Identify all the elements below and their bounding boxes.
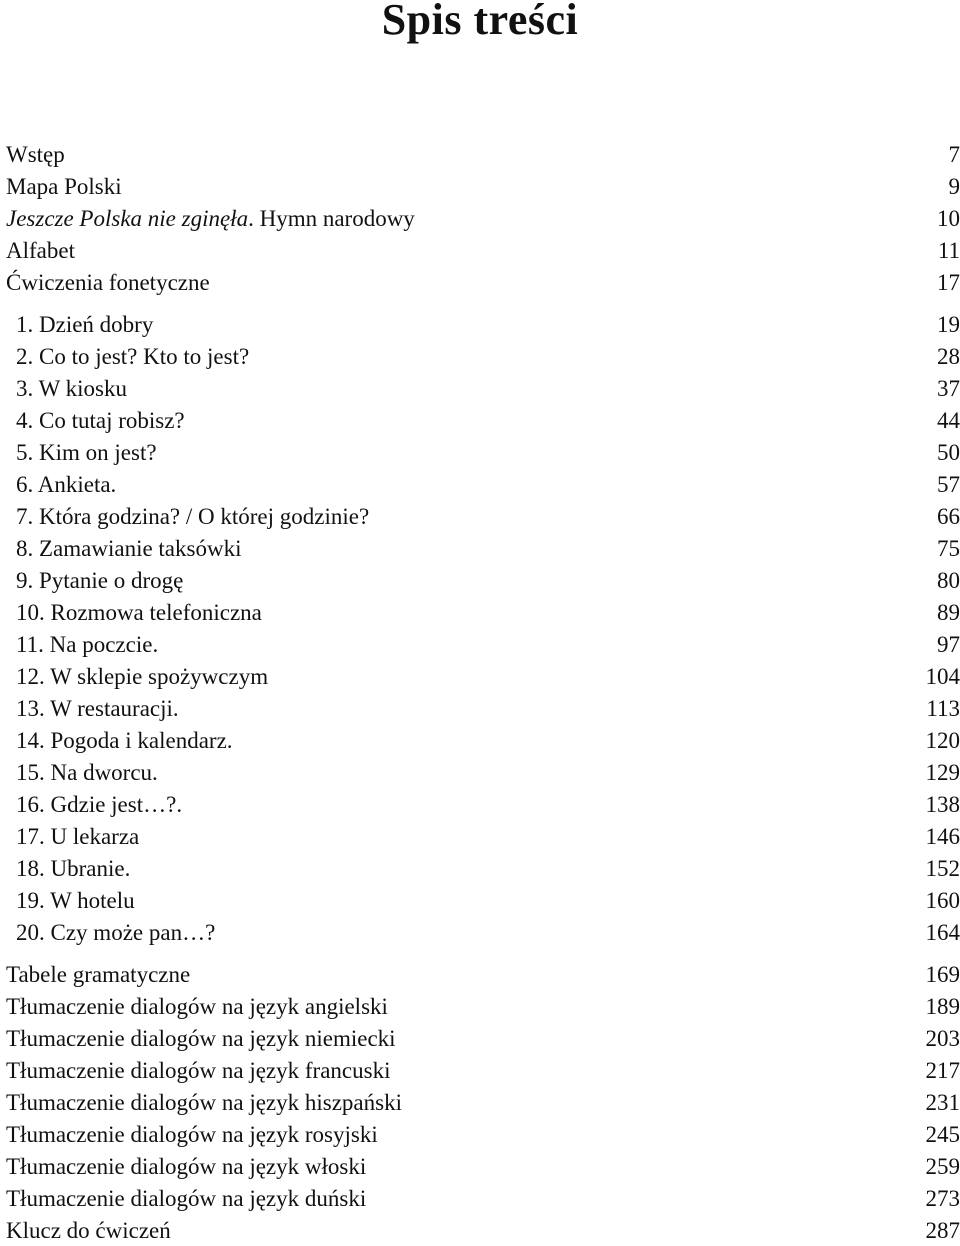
toc-entry-title: 1. Dzień dobry — [16, 310, 157, 340]
toc-lesson-6[interactable] — [16, 470, 960, 500]
toc-entry-title: 18. Ubranie. — [16, 854, 134, 884]
toc-entry-title: Wstęp — [6, 142, 65, 167]
toc-entry-title: Tłumaczenie dialogów na język włoski — [6, 1152, 370, 1182]
toc-entry-page: 37 — [933, 374, 960, 404]
toc-entry-cwiczenia-fonetyczne[interactable] — [6, 268, 960, 298]
toc-entry-page: 138 — [922, 790, 960, 820]
toc-entry-tlumaczenie-angielski[interactable] — [6, 992, 960, 1022]
toc-lesson-19[interactable] — [16, 886, 960, 916]
toc-lesson-14[interactable] — [16, 726, 960, 756]
toc-entry-page: 259 — [922, 1152, 960, 1182]
toc-entry-page: 160 — [922, 886, 960, 916]
toc-entry-title: 14. Pogoda i kalendarz. — [16, 726, 237, 756]
toc-entry-page: 129 — [922, 758, 960, 788]
toc-lesson-1[interactable] — [16, 310, 960, 340]
toc-entry-title: Alfabet — [6, 238, 75, 263]
toc-entry-title: 20. Czy może pan…? — [16, 918, 219, 948]
toc-entry-page: 164 — [922, 918, 960, 948]
toc-lesson-4[interactable] — [16, 406, 960, 436]
toc-entry-page: 245 — [922, 1120, 960, 1150]
toc-lesson-9[interactable] — [16, 566, 960, 596]
toc-entry-tlumaczenie-francuski[interactable] — [6, 1056, 960, 1086]
toc-entry-title: 10. Rozmowa telefoniczna — [16, 598, 266, 628]
toc-entry-page: 203 — [922, 1024, 960, 1054]
toc-lesson-10[interactable] — [16, 598, 960, 628]
toc-entry-title: Tłumaczenie dialogów na język niemiecki — [6, 1024, 400, 1054]
toc-entry-page: 273 — [922, 1184, 960, 1214]
toc-entry-tabele-gramatyczne[interactable] — [6, 960, 960, 990]
toc-lesson-3[interactable] — [16, 374, 960, 404]
toc-entry-tlumaczenie-rosyjski[interactable] — [6, 1120, 960, 1150]
toc-entry-page: 113 — [922, 694, 960, 724]
toc-lesson-18[interactable] — [16, 854, 960, 884]
toc-entry-page: 7 — [945, 140, 960, 170]
toc-entry-tlumaczenie-wloski[interactable] — [6, 1152, 960, 1182]
toc-entry-wstep[interactable] — [6, 140, 960, 170]
toc-entry-page: 19 — [933, 310, 960, 340]
toc-entry-page: 17 — [933, 268, 960, 298]
toc-entry-title: 19. W hotelu — [16, 886, 139, 916]
toc-entry-tlumaczenie-dunski[interactable] — [6, 1184, 960, 1214]
toc-entry-title: 13. W restauracji. — [16, 694, 183, 724]
toc-entry-title: Tłumaczenie dialogów na język rosyjski — [6, 1120, 382, 1150]
toc-entry-title-italic: Jeszcze Polska nie zginęła — [6, 206, 248, 231]
toc-lesson-13[interactable] — [16, 694, 960, 724]
toc-entry-title: Tabele gramatyczne — [6, 960, 194, 990]
toc-lesson-8[interactable] — [16, 534, 960, 564]
toc-entry-title: 17. U lekarza — [16, 822, 143, 852]
toc-entry-tlumaczenie-hiszpanski[interactable] — [6, 1088, 960, 1118]
toc-lesson-20[interactable] — [16, 918, 960, 948]
toc-entry-title: 2. Co to jest? Kto to jest? — [16, 342, 253, 372]
toc-entry-page: 44 — [933, 406, 960, 436]
toc-entry-page: 10 — [933, 204, 960, 234]
toc-entry-page: 97 — [933, 630, 960, 660]
toc-entry-title: 4. Co tutaj robisz? — [16, 406, 189, 436]
toc-lesson-7[interactable] — [16, 502, 960, 532]
toc-entry-page: 28 — [933, 342, 960, 372]
toc-entry-title: 16. Gdzie jest…?. — [16, 790, 186, 820]
toc-entry-title: Tłumaczenie dialogów na język francuski — [6, 1056, 394, 1086]
toc-entry-page: 217 — [922, 1056, 960, 1086]
toc-entry-page: 9 — [945, 172, 960, 202]
toc-lesson-12[interactable] — [16, 662, 960, 692]
toc-entry-title: Tłumaczenie dialogów na język duński — [6, 1184, 370, 1214]
toc-entry-hymn[interactable] — [6, 204, 960, 234]
toc-entry-alfabet[interactable] — [6, 236, 960, 266]
toc-entry-page: 287 — [922, 1216, 960, 1246]
toc-entry-page: 231 — [922, 1088, 960, 1118]
toc-entry-title: 9. Pytanie o drogę — [16, 566, 187, 596]
toc-lesson-11[interactable] — [16, 630, 960, 660]
toc-entry-title: 3. W kiosku — [16, 374, 131, 404]
toc-entry-title: 12. W sklepie spożywczym — [16, 662, 272, 692]
toc-entry-tlumaczenie-niemiecki[interactable] — [6, 1024, 960, 1054]
toc-entry-title: Ćwiczenia fonetyczne — [6, 270, 210, 295]
toc-entry-page: 50 — [933, 438, 960, 468]
toc-entry-page: 89 — [933, 598, 960, 628]
toc-entry-title: 15. Na dworcu. — [16, 758, 162, 788]
toc-entry-page: 152 — [922, 854, 960, 884]
toc-entry-mapa-polski[interactable] — [6, 172, 960, 202]
toc-lesson-15[interactable] — [16, 758, 960, 788]
toc-entry-title: 8. Zamawianie taksówki — [16, 534, 245, 564]
toc-entry-title: Tłumaczenie dialogów na język hiszpański — [6, 1088, 406, 1118]
toc-entry-title: 11. Na poczcie. — [16, 630, 162, 660]
toc-lesson-2[interactable] — [16, 342, 960, 372]
toc-lesson-16[interactable] — [16, 790, 960, 820]
toc-entry-page: 11 — [934, 236, 960, 266]
toc-entry-page: 75 — [933, 534, 960, 564]
toc-entry-page: 189 — [922, 992, 960, 1022]
toc-lesson-17[interactable] — [16, 822, 960, 852]
toc-entry-title: Tłumaczenie dialogów na język angielski — [6, 992, 392, 1022]
toc-entry-title: . Hymn narodowy — [248, 206, 415, 231]
toc-entry-page: 57 — [933, 470, 960, 500]
toc-entry-page: 146 — [922, 822, 960, 852]
toc-entry-page: 80 — [933, 566, 960, 596]
page-title: Spis treści — [0, 0, 960, 46]
toc-entry-title: Mapa Polski — [6, 174, 122, 199]
toc-entry-page: 169 — [922, 960, 960, 990]
toc-entry-page: 120 — [922, 726, 960, 756]
toc-entry-title: 6. Ankieta. — [16, 470, 120, 500]
toc-entry-title: Klucz do ćwiczeń — [6, 1216, 175, 1246]
toc-entry-page: 104 — [922, 662, 960, 692]
toc-entry-title: 5. Kim on jest? — [16, 438, 161, 468]
toc-lesson-5[interactable] — [16, 438, 960, 468]
toc-entry-page: 66 — [933, 502, 960, 532]
toc-entry-title: 7. Która godzina? / O której godzinie? — [16, 502, 373, 532]
